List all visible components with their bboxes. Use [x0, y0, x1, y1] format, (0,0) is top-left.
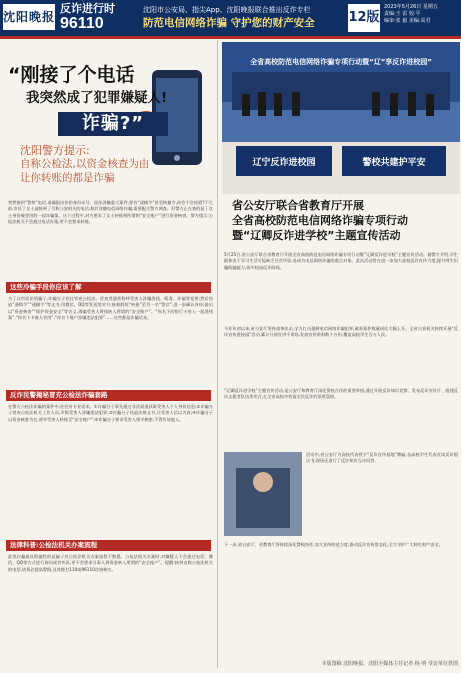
hotline-label: 反诈进行时 [60, 2, 115, 15]
page-footer: 本版图稿 沈阳晚报、沈阳全媒体主任记者 杨 明 受访单位供图 [321, 661, 458, 667]
headline-line3: 诈骗?” [58, 112, 168, 136]
column-banner-line1: 沈阳市公安局、指尖App、沈阳晚报联合推出反诈专栏 [143, 6, 311, 14]
meta-line: 编审:张 毅 美编:高君 [384, 18, 431, 24]
column-banner-line2: 防范电信网络诈骗 守护您的财产安全 [143, 17, 315, 29]
right-paragraph: 5月25日,省公安厅联合省教育厅开展全省高校防范电信网络诈骗专项行动暨“辽卿反诈进学校”主题宣传活动。据警方介绍,学生群体由于学习生活可能缺乏社会经验,易成为电信网络诈骗的重点对象。此次活动旨在进一步加大高校反诈宣传力度,提升师生识骗防骗能力,筑牢校园反诈防线。 [224, 252, 458, 270]
right-article-title [232, 198, 457, 243]
headline-line1: “刚接了个电话 [8, 64, 135, 86]
title-line: 省公安厅联合省教育厅开展 [232, 199, 364, 212]
section-body: 为了让市民识别骗子,诈骗分子往往冒充公检法。冒充者通常称呼受害人涉嫌洗钱、贩毒、诈骗等犯罪;然后伪造“通缉令”“逮捕令”等文书,用微信、QQ等发送给对方;接着假装“转接”至另一名“警官”,进一步确认身份;最后以“资金核查”“保护资金安全”等名义,诱骗受害人将钱转入所谓的“安全账户”。“你名下的银行卡卷入一起洗钱案”,“你名下卡被人冒用”,“你名下账户涉嫌违法犯罪”……这些都是诈骗话术。 [8, 296, 213, 321]
edition-meta [384, 4, 460, 25]
hotline-block [60, 2, 138, 34]
column-divider [217, 40, 218, 668]
subhead-line2: 自称公检法,以资金核查为由 [20, 158, 150, 170]
event-photo [222, 42, 460, 194]
right-paragraph: “辽卿反诈进学校”主题宣传活动,是公安厅和教育厅深化警校合作的重要举措,通过开展反诈知识竞赛、发布反诈宣传片、组建反诈志愿者队伍等形式,在全省高校中营造全民反诈的浓厚氛围。 [224, 388, 458, 400]
newspaper-logo: 沈阳晚报 [3, 4, 55, 30]
section-body: 在警方公检法诈骗的案件中,往往有专业话术。①诈骗分子事先通过非法渠道获取受害人个人身份信息;②诈骗分子冒充公检法机关工作人员,声称受害人涉嫌违法犯罪;③诈骗分子伪造法律文书,让受害人信以为真;④诈骗分子以资金核查为名,诱导受害人转账至“安全账户”;⑤诈骗分子要求受害人保守秘密,不得告诉他人。 [8, 404, 213, 422]
article-intro: 突然接到“警察”电话,准确报出你的身份证号、说你涉嫌重大案件,要有“逮捕令”甚至拘捕令,你会不会惊慌?不久前,市民丁女士就接到了号称公安机关的电话,称其涉嫌电信网络诈骗,需要配合警方调查。但警方正在查的是丁女士身份被冒用的一起诈骗案。这个过程中,对方要求丁女士转账到所谓的“安全账户”进行资金核查。警方提示:公检法机关不会通过电话办案,更不会要求转账。 [8, 200, 213, 225]
header-rule [0, 36, 461, 39]
photo-board-label-2: 警校共建护平安 [362, 158, 426, 168]
subhead-line3: 让你转账的都是诈骗 [20, 172, 115, 184]
section-heading: 这些冷骗手段你应该了解 [6, 282, 211, 293]
column-banner [143, 4, 338, 32]
small-photo [224, 452, 302, 536]
photo-banner-text: 全省高校防范电信网络诈骗专项行动暨“辽”享反诈进校园” [250, 58, 432, 66]
page-header [0, 0, 461, 36]
edition-number: 12版 [348, 4, 380, 32]
title-line: 暨“辽卿反诈进学校”主题宣传活动 [232, 229, 401, 242]
photo-board-label: 辽宁反诈进校园 [252, 158, 316, 168]
right-paragraph-narrow: 活动中,省公安厅为高校代表授予“反诈宣传基地”牌匾,各高校学生代表宣读反诈倡议书,现场还进行了反诈知识互动问答。 [306, 452, 458, 464]
section-heading: 法律科普:公检法机关办案流程 [6, 540, 211, 551]
right-paragraph: 下一步,省公安厅、省教育厅将持续深化警校协作,加大宣传防范力度,推动反诈宣传常态化,全力守护广大师生财产安全。 [224, 542, 443, 547]
subhead-line1: 沈阳警方提示: [20, 144, 90, 157]
meta-line: 2023年5月26日 星期五 [384, 4, 438, 10]
section-heading: 反诈民警揭秘冒充公检法诈骗套路 [6, 390, 211, 401]
hotline-number: 96110 [60, 15, 104, 32]
section-body: 此类诈骗最具欺骗性的是骗子对公检法机关办案流程不熟悉。公检法机关办案时,对嫌疑人不会通过电话、微信、QQ等方式进行询问或者传讯,更不会要求当事人将资金转入所谓的“安全账户”。提醒:接到自称公检法机关的电话,请务必提高警惕,及时拨打110或96110咨询核实。 [8, 554, 213, 572]
title-line: 全省高校防范电信网络诈骗专项行动 [232, 214, 408, 227]
meta-line: 责编:王 雷 校:平 [384, 11, 421, 17]
headline-line2: 我突然成了犯罪嫌疑人! [26, 90, 168, 106]
right-paragraph: 今年年初以来,省公安厅坚持重拳出击,全力打击遏制电信网络诈骗犯罪,破获案件数量同比大幅上升。全省公安机关持续开展“反诈宣传进校园”活动,累计开展宣讲千余场,发放宣传资料数十万份,覆盖高校学生百万人次。 [224, 326, 458, 338]
